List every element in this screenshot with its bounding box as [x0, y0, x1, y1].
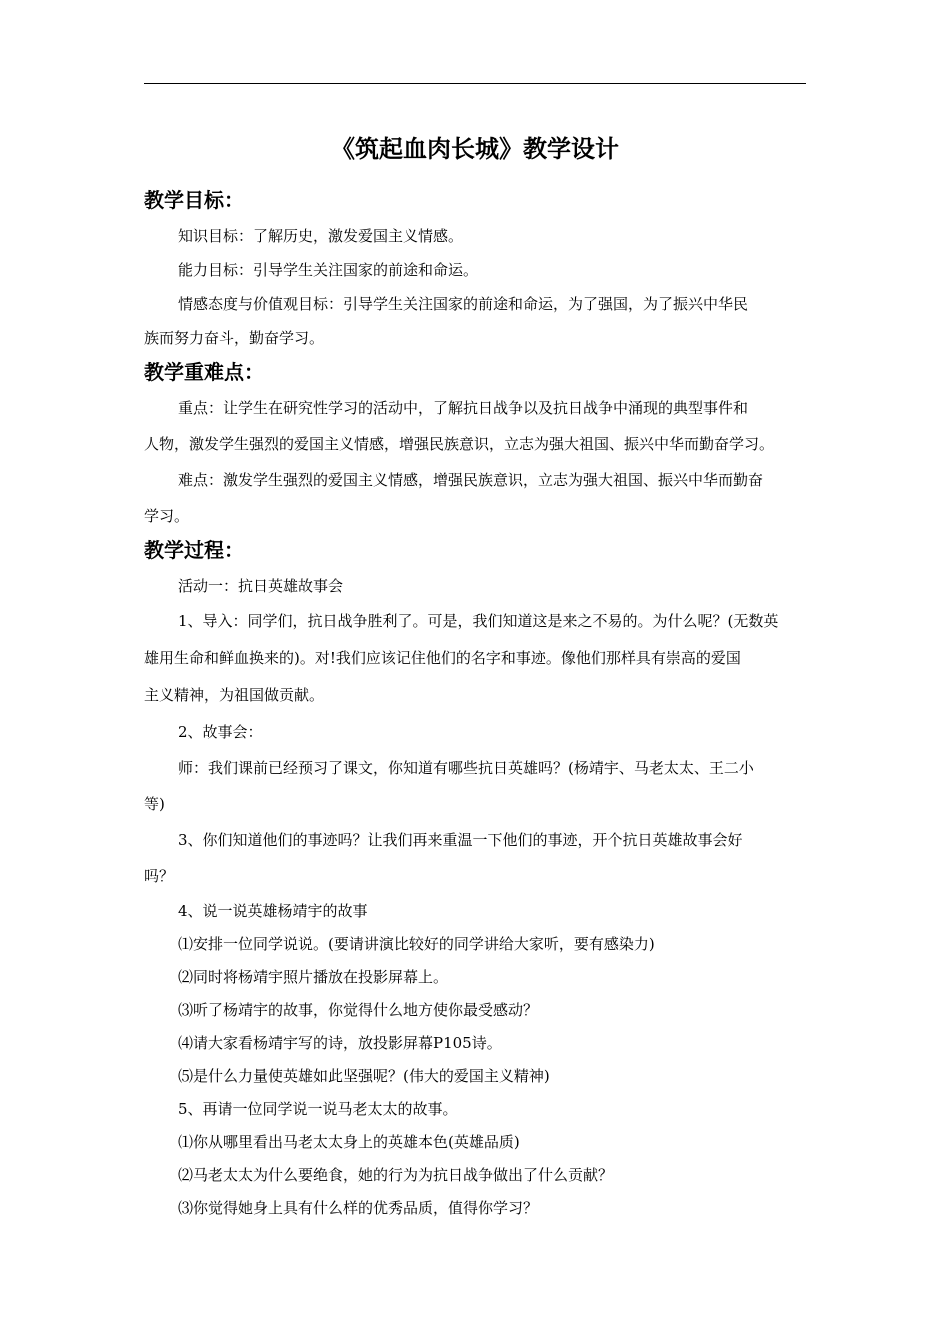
difficulty-line-1: 难点：激发学生强烈的爱国主义情感，增强民族意识，立志为强大祖国、振兴中华而勤奋: [178, 471, 764, 489]
document-title: 《筑起血肉长城》教学设计: [331, 135, 619, 163]
focus-line-2: 人物，激发学生强烈的爱国主义情感，增强民族意识，立志为强大祖国、振兴中华而勤奋学习。: [144, 435, 775, 453]
step3-line-1: 3、你们知道他们的事迹吗？让我们再来重温一下他们的事迹，开个抗日英雄故事会好: [178, 831, 743, 849]
process-heading: 教学过程：: [144, 538, 244, 562]
objectives-section: [144, 219, 806, 355]
step5-item-1: ⑴你从哪里看出马老太太身上的英雄本色(英雄品质): [178, 1133, 520, 1151]
ability-objective: 能力目标：引导学生关注国家的前途和命运。: [178, 261, 479, 279]
teacher-line-1: 师：我们课前已经预习了课文，你知道有哪些抗日英雄吗？(杨靖宇、马老太太、王二小: [178, 759, 754, 777]
process-section: [144, 569, 806, 1225]
step5-label: 5、再请一位同学说一说马老太太的故事。: [178, 1100, 458, 1118]
key-points-heading: 教学重难点：: [144, 360, 264, 384]
step4-label: 4、说一说英雄杨靖宇的故事: [178, 902, 368, 920]
difficulty-line-2: 学习。: [144, 507, 190, 525]
emotion-objective-line-2: 族而努力奋斗，勤奋学习。: [144, 329, 325, 347]
step1-line-1: 1、导入：同学们，抗日战争胜利了。可是，我们知道这是来之不易的。为什么呢？(无数英: [178, 612, 779, 630]
step1-line-2: 雄用生命和鲜血换来的)。对!我们应该记住他们的名字和事迹。像他们那样具有崇高的爱国: [144, 649, 741, 667]
teacher-line-2: 等): [144, 795, 165, 813]
step4-item-2: ⑵同时将杨靖宇照片播放在投影屏幕上。: [178, 968, 449, 986]
header-rule: [144, 83, 806, 84]
knowledge-objective: 知识目标：了解历史，激发爱国主义情感。: [178, 227, 464, 245]
step5-item-2: ⑵马老太太为什么要绝食，她的行为为抗日战争做出了什么贡献？: [178, 1166, 614, 1184]
step4-item-3: ⑶听了杨靖宇的故事，你觉得什么地方使你最受感动？: [178, 1001, 539, 1019]
focus-line-1: 重点：让学生在研究性学习的活动中，了解抗日战争以及抗日战争中涌现的典型事件和: [178, 399, 749, 417]
step5-item-3: ⑶你觉得她身上具有什么样的优秀品质，值得你学习？: [178, 1199, 539, 1217]
emotion-objective-line-1: 情感态度与价值观目标：引导学生关注国家的前途和命运，为了强国，为了振兴中华民: [178, 295, 749, 313]
step3-line-2: 吗？: [144, 867, 175, 885]
step2-label: 2、故事会：: [178, 723, 263, 741]
objectives-heading: 教学目标：: [144, 188, 244, 212]
step1-line-3: 主义精神，为祖国做贡献。: [144, 686, 325, 704]
activity-title: 活动一：抗日英雄故事会: [178, 577, 344, 595]
step4-item-5: ⑸是什么力量使英雄如此坚强呢？(伟大的爱国主义精神): [178, 1067, 550, 1085]
step4-item-4: ⑷请大家看杨靖宇写的诗，放投影屏幕P105诗。: [178, 1034, 502, 1052]
step4-item-1: ⑴安排一位同学说说。(要请讲演比较好的同学讲给大家听，要有感染力): [178, 935, 655, 953]
key-points-section: [144, 390, 806, 534]
